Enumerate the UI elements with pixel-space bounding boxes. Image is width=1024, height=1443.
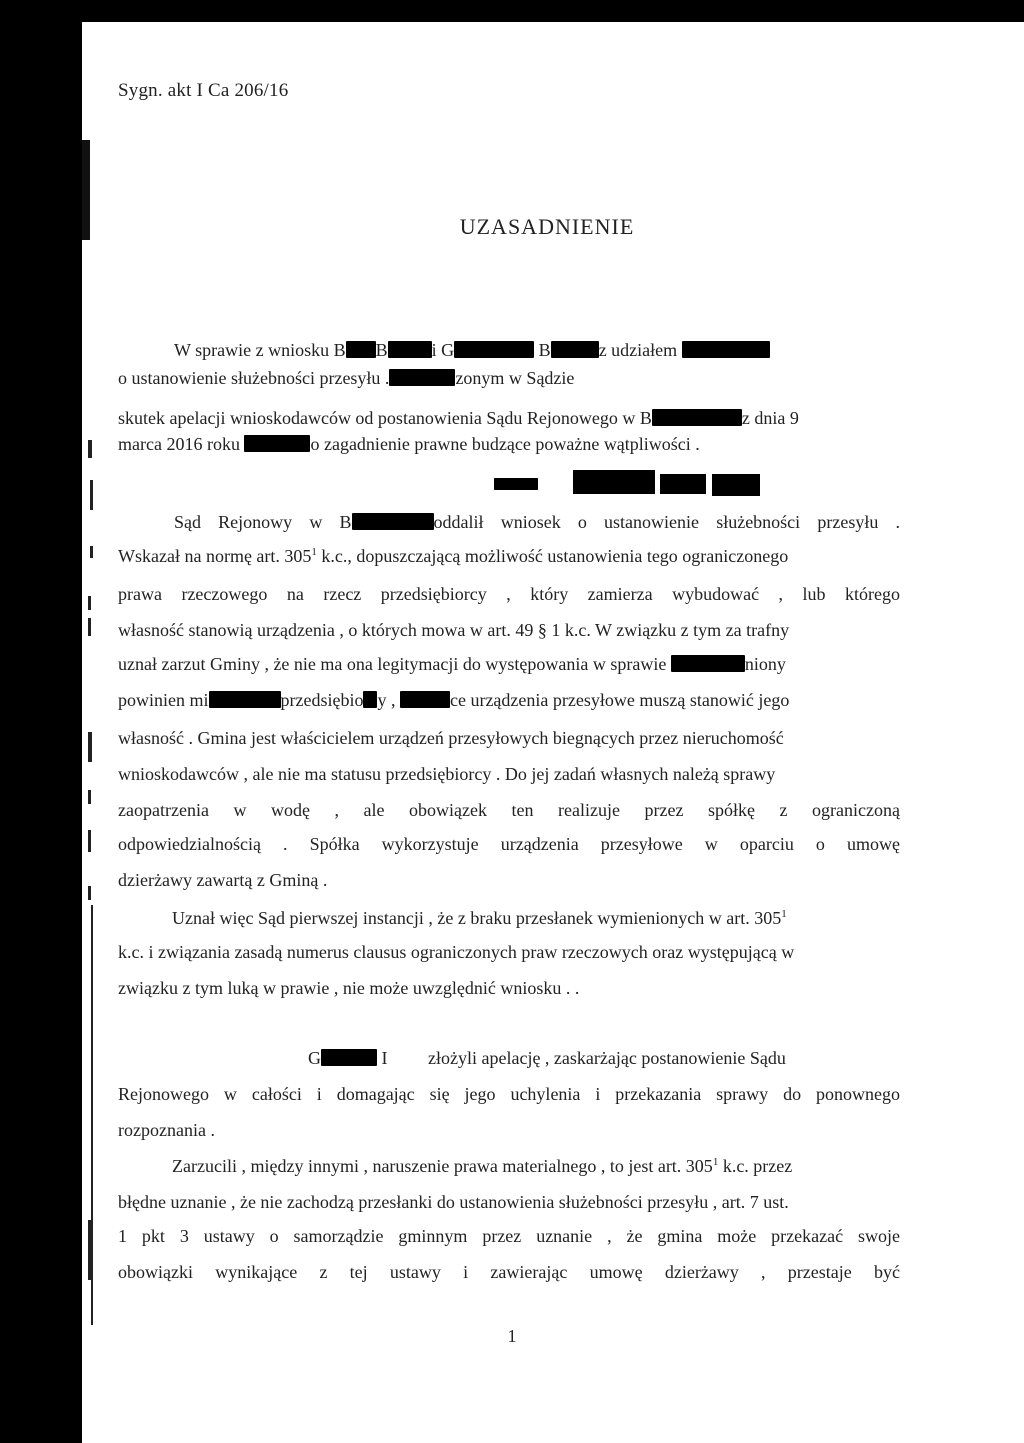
scan-artifact xyxy=(88,440,92,458)
redaction xyxy=(209,691,281,708)
text-line-4: marca 2016 roku o zagadnienie prawne budzące poważne wątpliwości . xyxy=(118,434,700,454)
redaction xyxy=(652,409,742,426)
text-line-20: G I złożyli apelację , zaskarżając postanowienie Sądu xyxy=(308,1048,786,1068)
redaction xyxy=(388,341,432,358)
text-line-9: własność stanowią urządzenia , o których mowa w art. 49 § 1 k.c. W związku z tym za trafny xyxy=(118,620,790,640)
scan-artifact xyxy=(88,830,91,852)
text-line-25: 1 pkt 3 ustawy o samorządzie gminnym przez uznanie , że gmina może przekazać swoje xyxy=(118,1226,900,1246)
scan-artifact xyxy=(88,886,91,900)
redaction xyxy=(346,341,376,358)
page-number: 1 xyxy=(507,1326,517,1346)
text-line-5: Sąd Rejonowy w B oddalił wniosek o ustanowienie służebności przesyłu . xyxy=(174,512,901,532)
text-line-8: prawa rzeczowego na rzecz przedsiębiorcy , który zamierza wybudować , lub którego xyxy=(118,584,900,604)
text-line-11: powinien mi przedsiębio y , ce urządzenia przesyłowe muszą stanowić jego xyxy=(118,690,790,710)
redaction xyxy=(660,474,706,494)
text-line-22: rozpoznania . xyxy=(118,1120,215,1140)
text-line-19: związku z tym luką w prawie , nie może uwzględnić wniosku . . xyxy=(118,978,580,998)
scan-artifact xyxy=(88,618,91,636)
scan-artifact xyxy=(90,480,93,510)
text-line-10: uznał zarzut Gminy , że nie ma ona legitymacji do występowania w sprawie niony xyxy=(118,654,786,674)
text-line-17: Uznał więc Sąd pierwszej instancji , że z braku przesłanek wymienionych w art. $305^1$ xyxy=(172,908,787,928)
text-line-26: obowiązki wynikające z tej ustawy i zawierając umowę dzierżawy , przestaje być xyxy=(118,1262,900,1282)
scan-artifact xyxy=(88,1220,93,1280)
scan-artifact xyxy=(88,596,91,610)
text-line-18: k.c. i związania zasadą numerus clausus ograniczonych praw rzeczowych oraz występującą w xyxy=(118,942,795,962)
redaction xyxy=(389,369,455,386)
text-line-1: W sprawie z wniosku B B i G B z udziałem xyxy=(174,338,834,362)
text-line-6: Wskazał na normę art. $305^1$ k.c., dopuszczającą możliwość ustanowienia tego ograniczonego xyxy=(118,546,789,566)
text-line-24: błędne uznanie , że nie zachodzą przesłanki do ustanowienia służebności przesyłu , art. 7 ust. xyxy=(118,1192,789,1212)
redaction xyxy=(400,691,450,708)
text-line-16: dzierżawy zawartą z Gminą . xyxy=(118,870,328,890)
text-line-2: o ustanowienie służebności przesyłu . zonym w Sądzie xyxy=(118,368,575,388)
scan-artifact xyxy=(88,790,91,804)
redaction xyxy=(363,691,377,708)
redaction xyxy=(352,513,434,530)
redaction xyxy=(671,655,745,672)
redaction xyxy=(712,474,760,496)
text-line-13: wnioskodawców , ale nie ma statusu przedsiębiorcy . Do jej zadań własnych należą sprawy xyxy=(118,764,776,784)
redaction xyxy=(244,435,310,452)
redaction xyxy=(494,478,538,490)
redaction xyxy=(551,341,599,358)
text-line-14: zaopatrzenia w wodę , ale obowiązek ten realizuje przez spółkę z ograniczoną xyxy=(118,800,900,820)
scan-artifact xyxy=(90,546,93,558)
document-title: UZASADNIENIE xyxy=(459,214,635,239)
text-line-12: własność . Gmina jest właścicielem urządzeń przesyłowych biegnących przez nieruchomość xyxy=(118,728,784,748)
redaction xyxy=(573,470,655,494)
redaction xyxy=(682,341,770,358)
text-line-21: Rejonowego w całości i domagając się jego uchylenia i przekazania sprawy do ponownego xyxy=(118,1084,900,1104)
redaction xyxy=(454,341,534,358)
redaction xyxy=(321,1049,377,1066)
case-signature: Sygn. akt I Ca 206/16 xyxy=(118,80,289,101)
scan-artifact xyxy=(88,732,92,762)
text-line-23: Zarzucili , między innymi , naruszenie prawa materialnego , to jest art. $305^1$ k.c. przez xyxy=(172,1156,793,1176)
text-line-15: odpowiedzialnością . Spółka wykorzystuje urządzenia przesyłowe w oparciu o umowę xyxy=(118,834,900,854)
text-line-3: skutek apelacji wnioskodawców od postanowienia Sądu Rejonowego w B z dnia 9 xyxy=(118,408,799,428)
